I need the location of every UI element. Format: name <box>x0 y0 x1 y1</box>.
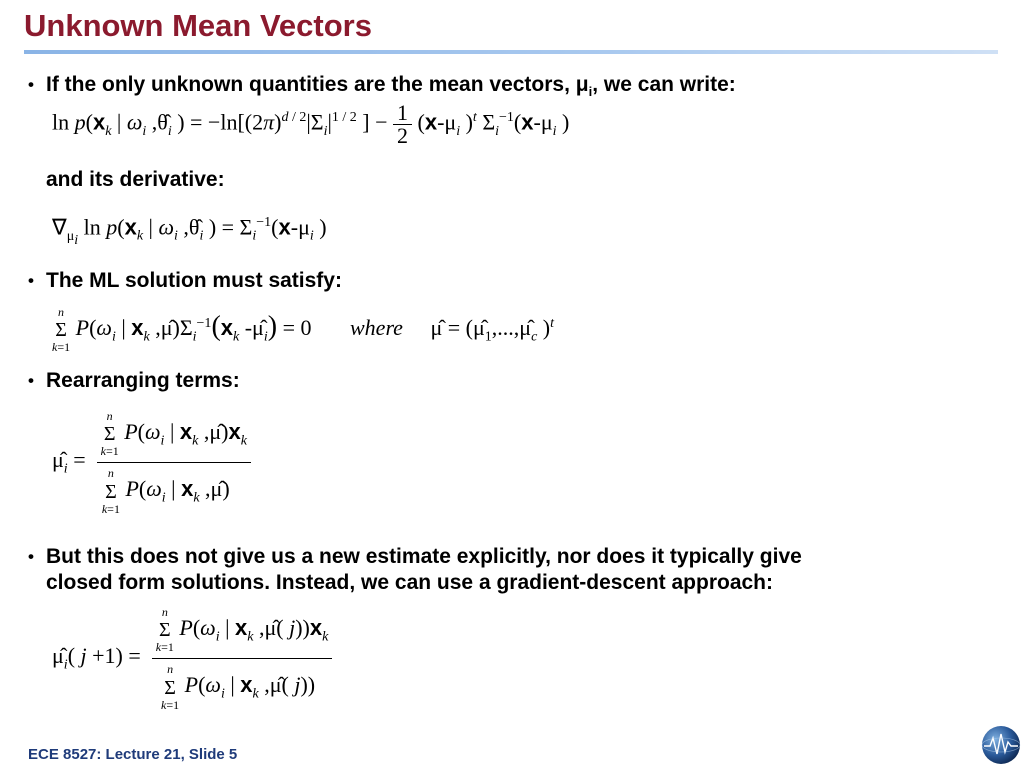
equation-gradient-descent: $\mû_i$( j +1) = n Σ k=1 $P(\omega_i$ | $x_k$ ,μ̂( $j))x_k$ n Σ k=1 $P(\omega_i$ | $x_k$ ,μ̂( j)) <box>52 606 332 712</box>
bullet-dot-icon: • <box>28 75 34 94</box>
bullet-dot-icon: • <box>28 547 34 566</box>
equation-ml-solution: n Σ k=1 $P(\omega_i$ | $x_k$ $,\mû)\Sigma_i^{-1}(x_k$ $-\mû_i) = 0$ where μ̂ = ($\mû_1,...,\mû_c$ )$^t$ <box>52 305 555 355</box>
slide-title: Unknown Mean Vectors <box>24 8 372 43</box>
and-derivative-text: and its derivative: <box>46 168 225 191</box>
bullet-1-text-a: If the only unknown quantities are the mean vectors, μ <box>46 73 589 96</box>
bullet-dot-icon: • <box>28 371 34 390</box>
bullet-4-line-2: closed form solutions. Instead, we can use a gradient-descent approach: <box>46 571 774 594</box>
equation-mean-estimate: $\mû_i$ = n Σ k=1 $P(\omega_i$ | $x_k$ $,\mû)x_k$ n Σ k=1 $P(\omega_i$ | $x_k$ ,μ̂) <box>52 410 251 516</box>
slide-footer: ECE 8527: Lecture 21, Slide 5 <box>28 746 238 763</box>
bullet-1-text-b: , we can write: <box>592 73 736 96</box>
globe-logo-icon <box>980 724 1022 766</box>
bullet-3-text: Rearranging terms: <box>46 369 240 392</box>
title-divider <box>24 50 998 54</box>
bullet-2-text: The ML solution must satisfy: <box>46 269 342 292</box>
where-label: where <box>350 315 403 341</box>
bullet-1-sub: i <box>588 84 593 100</box>
equation-gradient: $\nabla_{\mu_i}$ $\ln p(x_k$ | $\omega_i$ $,\thetâ_i$ ) = $\Sigma_i^{-1}(x-\mu_i$ ) <box>52 214 327 248</box>
bullet-4-line-1: But this does not give us a new estimate explicitly, nor does it typically give <box>46 545 802 568</box>
equation-log-likelihood: $\ln p(x_k$ | $\omega_i$ $,\thetâ_i$ ) = $-\ln[(2\pi)^{d / 2}|\Sigma_i|^{1 / 2}$ ] − $\frac{1}{2}$ ($x-\mu_i$ )$^t$ $\Sigma_i^{-1}(x-\mu_i$ ) <box>52 100 570 148</box>
bullet-dot-icon: • <box>28 271 34 290</box>
